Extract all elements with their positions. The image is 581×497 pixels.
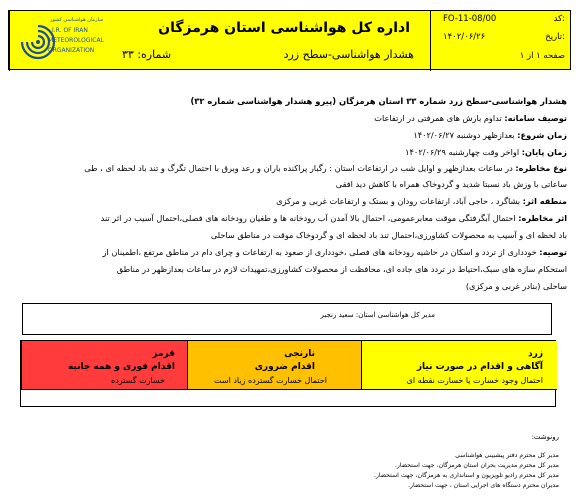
hazard-line-1 [84, 163, 567, 173]
start-label: زمان شروع: [517, 130, 567, 140]
warning-number: شماره: ۳۳ [122, 48, 172, 61]
level-orange-desc: احتمال خسارت گسترده زیاد است [214, 376, 327, 385]
logo-text-en-3: ORGANIZATION [48, 47, 95, 54]
description-label: توصیف سامانه: [504, 113, 567, 123]
end-value: اواخر وقت چهارشنبه ۱۴۰۲/۰۶/۲۹ [405, 147, 520, 157]
cc-line-3: مدیر کل محترم رادیو تلویزیون و استانداری به هرمزگان، جهت استحضار. [373, 472, 559, 479]
logo-cell [9, 11, 110, 71]
org-title: اداره کل هواشناسی استان هرمزگان [158, 20, 410, 36]
meta-page-row [431, 51, 573, 69]
advice-line-1 [103, 247, 567, 257]
impact-text-1: احتمال آبگرفتگی موقت معابرعمومی، احتمال بالا آمدن آب رودخانه ها و طغیان رودخانه های فصلی،احتمال آسیب در اثر تند [100, 213, 516, 223]
description-line [374, 113, 567, 123]
cc-line-4: مدیران محترم دستگاه های اجرایی استان ، جهت استحضار. [408, 482, 559, 489]
hazard-line-2: ساعاتی با وزش باد نسبتا شدید و گردوخاک همراه با کاهش دید افقی [335, 179, 567, 189]
start-line [413, 130, 567, 140]
advice-text-1: خودداری از تردد و اسکان در حاشیه رودخانه های فصلی ،خودداری از صعود به ارتفاعات و چرای دام در مناطق مرتفع ،اطمینان از [102, 247, 537, 257]
cc-line-1: مدیر کل محترم دفتر پیشبینی هواشناسی [455, 452, 559, 459]
level-orange-cell [187, 341, 361, 389]
description-value: تداوم بارش های همرفتی در ارتفاعات [374, 113, 502, 123]
end-line [405, 147, 567, 157]
levels-empty-row [21, 389, 557, 408]
level-red-cell [21, 341, 187, 389]
hazard-text-1: در ساعات بعدازظهر و اوایل شب در ارتفاعات استان : رگبار پراکنده باران و رعد وبرق با احتمال تگرگ و تند باد لحظه ای ، طی [84, 163, 513, 173]
date-label: تاریخ: [545, 32, 565, 42]
level-red-name: قرمز [152, 349, 175, 359]
code-value: FO-11-08/00 [443, 14, 497, 24]
region-line [276, 196, 567, 206]
logo-text-en-2: METEOROLOGICAL [48, 37, 104, 44]
meta-date-row [431, 32, 573, 50]
level-yellow-cell [361, 341, 557, 389]
start-value: بعدازظهر دوشنبه ۱۴۰۲/۰۶/۲۷ [413, 130, 515, 140]
document-header [8, 10, 571, 70]
level-yellow-desc: احتمال وجود خسارت یا خسارت نقطه ای [406, 376, 543, 385]
code-label: کد: [553, 14, 565, 24]
date-value: ۱۴۰۲/۰۶/۲۶ [443, 32, 486, 42]
level-orange-name: نارنجی [284, 349, 315, 359]
level-yellow-action: آگاهی و اقدام در صورت نیاز [416, 362, 543, 372]
impact-line-2: باد لحظه ای و آسیب به محصولات کشاورزی،احتمال تند باد لحظه ای و گردوخاک موقت در مناطق ساحلی [210, 230, 567, 240]
impact-line-1 [101, 213, 567, 223]
level-red-desc: خسارت گسترده [111, 376, 165, 385]
region-value: بشاگرد ، حاجی آباد، ارتفاعات رودان و بستک و ارتفاعات غربی و مرکزی [276, 196, 521, 206]
advice-line-2: استحکام سازه های سبک،احتیاط در تردد های جاده ای، محافظت از محصولات کشاورزی،تمهیدات لازم در ساعات بعدازظهر در مناطق [116, 264, 567, 274]
logo-text-fa: سازمان هواشناسی کشور [50, 17, 104, 23]
meta-code-row [431, 14, 573, 32]
warning-levels-table [20, 340, 556, 407]
warning-headline: هشدار هواشناسی-سطح زرد شماره ۳۳ استان هرمزگان (پیرو هشدار هواشناسی شماره ۳۲) [190, 96, 567, 106]
advice-label: توصیه: [539, 247, 567, 257]
logo-text-en-1: I.R. OF IRAN [52, 27, 88, 34]
cc-label: رونوشت: [531, 433, 559, 441]
level-red-action: اقدام فوری و همه جانبه [67, 362, 175, 372]
impact-label: اثر مخاطره: [518, 213, 567, 223]
advice-line-3: ساحلی (بنادر غربی و مرکزی) [465, 281, 567, 291]
warning-title: هشدار هواشناسی-سطح زرد [283, 48, 414, 61]
region-label: منطقه اثر: [522, 196, 567, 206]
signature-box [22, 303, 552, 335]
level-orange-action: اقدام ضروری [254, 362, 315, 372]
director-signature: مدیر کل هواشناسی استان: سعید رنجبر [320, 311, 435, 319]
meta-cell [430, 11, 572, 71]
cc-line-2: مدیر کل محترم مدیریت بحران استان هرمزگان، جهت استحضار. [394, 462, 559, 469]
hazard-label: نوع مخاطره: [515, 163, 567, 173]
level-yellow-name: زرد [528, 349, 543, 359]
title-cell [110, 11, 430, 71]
page-label: صفحه ۱ از ۱ [519, 51, 565, 61]
end-label: زمان پایان: [521, 147, 567, 157]
